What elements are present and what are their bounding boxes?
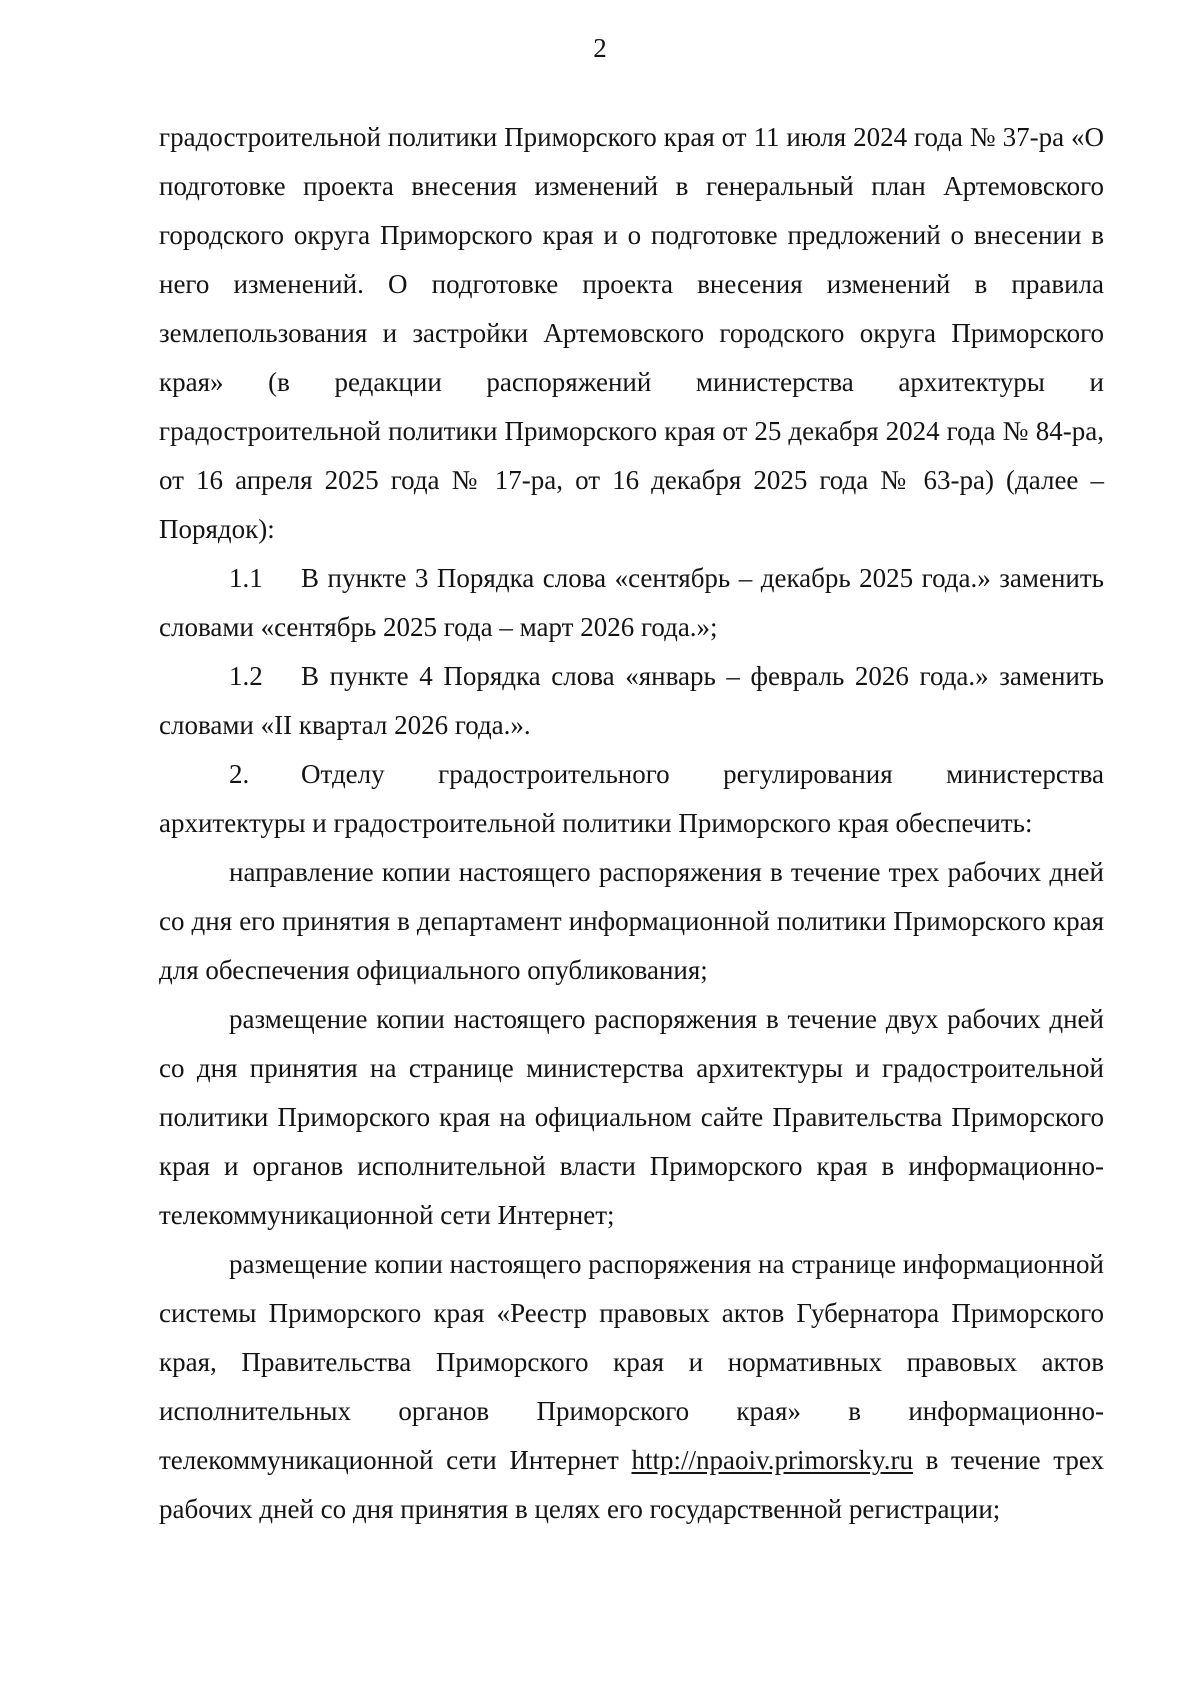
paragraph-intro: градостроительной политики Приморского края от 11 июля 2024 года № 37-ра «О подготовке проекта внесения изменений в генеральный план Артемовского городского округа Приморского края и о подготовке предложений о внесении в него изменений. О подготовке проекта внесения изменений в правила землепользования и застройки Артемовского городского округа Приморского края» (в редакции распоряжений министерства архитектуры и градостроительной политики Приморского края от 25 декабря 2024 года № 84-ра, от 16 апреля 2025 года № 17-ра, от 16 декабря 2025 года № 63-ра) (далее – Порядок):	[159, 122, 1104, 544]
item-number: 2.	[229, 759, 250, 789]
registry-link[interactable]: http://npaoiv.primorsky.ru	[631, 1445, 913, 1475]
bullet-3-tail: в течение трех рабочих дней со дня принятия в целях его государственной регистрации;	[159, 1445, 1105, 1524]
item-number: 1.1	[229, 563, 263, 593]
paragraph-bullet-1: направление копии настоящего распоряжения в течение трех рабочих дней со дня его принятия в департамент информационной политики Приморского края для обеспечения официального опубликования;	[159, 857, 1104, 985]
paragraph-item-2	[159, 750, 1104, 848]
paragraph-bullet-3	[159, 1240, 1104, 1534]
item-text: В пункте 4 Порядка слова «январь – февраль 2026 года.» заменить словами «II квартал 2026 года.».	[159, 661, 1104, 740]
paragraph-bullet-2: размещение копии настоящего распоряжения в течение двух рабочих дней со дня принятия на странице министерства архитектуры и градостроительной политики Приморского края на официальном сайте Правительства Приморского края и органов исполнительной власти Приморского края в информационно-телекоммуникационной сети Интернет;	[159, 1004, 1104, 1230]
item-text: В пункте 3 Порядка слова «сентябрь – декабрь 2025 года.» заменить словами «сентябрь 2025 года – март 2026 года.»;	[159, 563, 1104, 642]
paragraph-item-1-2	[159, 652, 1104, 750]
item-number: 1.2	[229, 661, 263, 691]
paragraph-item-1-1	[159, 554, 1104, 652]
item-text: Отделу градостроительного регулирования министерства архитектуры и градостроительной политики Приморского края обеспечить:	[159, 759, 1104, 838]
document-body	[159, 113, 1104, 1534]
page-number: 2	[593, 33, 607, 63]
bullet-3-text: размещение копии настоящего распоряжения на странице информационной системы Приморского края «Реестр правовых актов Губернатора Приморского края, Правительства Приморского края и нормативных правовых актов исполнительных органов Приморского края» в информационно-телекоммуникационной сети Интернет	[159, 1249, 1104, 1475]
